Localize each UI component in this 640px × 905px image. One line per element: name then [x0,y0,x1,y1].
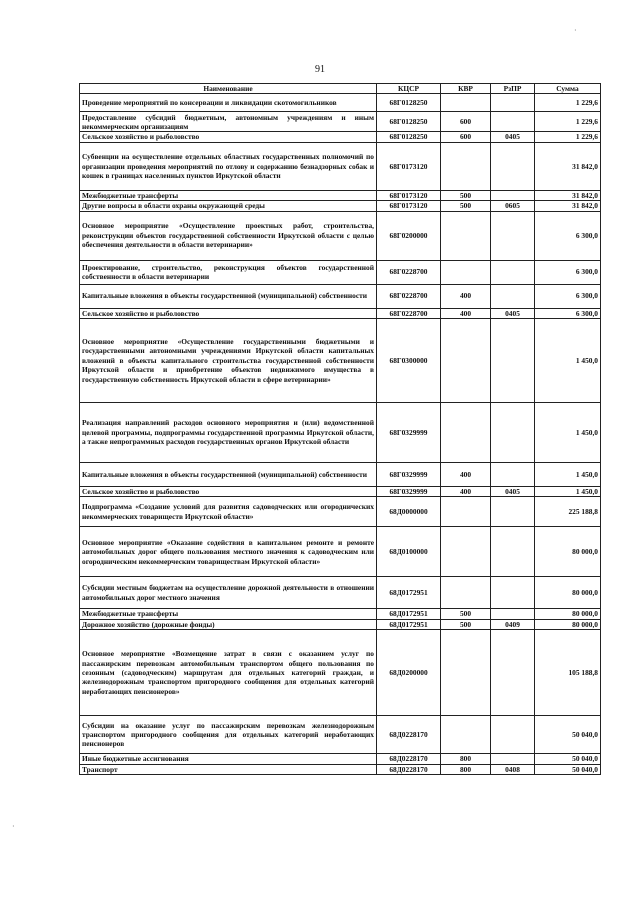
table-row [80,764,601,774]
cell-name: Проведение мероприятий по консервации и ликвидации скотомогильников [80,94,377,112]
cell-rzpr [491,211,535,260]
cell-code: 68Г0228700 [377,260,441,284]
table-row [80,754,601,764]
cell-kvr: 600 [441,112,491,132]
cell-rzpr [491,112,535,132]
cell-sum: 6 300,0 [535,308,601,318]
cell-code: 68Г0128250 [377,132,441,142]
cell-sum: 31 842,0 [535,201,601,211]
cell-code: 68Д0172951 [377,619,441,629]
cell-rzpr [491,260,535,284]
cell-kvr: 800 [441,754,491,764]
cell-sum: 31 842,0 [535,190,601,200]
cell-rzpr: 0405 [491,308,535,318]
header-row [80,84,601,94]
table-row [80,142,601,190]
cell-name: Проектирование, строительство, реконструкция объектов государственной собственности в области ветеринарии [80,260,377,284]
cell-code: 68Д0172951 [377,609,441,619]
cell-kvr: 400 [441,486,491,496]
cell-code: 68Г0173120 [377,142,441,190]
cell-rzpr [491,190,535,200]
cell-code: 68Д0228170 [377,716,441,754]
header-kvr: КВР [441,84,491,94]
cell-rzpr [491,754,535,764]
cell-kvr: 400 [441,308,491,318]
cell-kvr [441,402,491,462]
cell-kvr [441,497,491,527]
header-rzpr: РзПР [491,84,535,94]
cell-name: Основное мероприятие «Оказание содействия в капитальном ремонте и ремонте автомобильных дорог общего пользования местного значения к садоводческим или огородническим некоммерческим товариществам Иркутской области» [80,527,377,577]
cell-kvr: 500 [441,190,491,200]
cell-sum: 31 842,0 [535,142,601,190]
cell-rzpr: 0405 [491,486,535,496]
cell-sum: 105 188,8 [535,630,601,716]
cell-rzpr [491,497,535,527]
cell-sum: 1 450,0 [535,402,601,462]
cell-sum: 1 229,6 [535,132,601,142]
cell-code: 68Г0329999 [377,402,441,462]
cell-name: Основное мероприятие «Осуществление проектных работ, строительства, реконструкции объектов государственной собственности Иркутской области с целью обеспечения деятельности в области ветеринарии» [80,211,377,260]
cell-rzpr: 0409 [491,619,535,629]
cell-kvr: 800 [441,764,491,774]
cell-sum: 80 000,0 [535,619,601,629]
cell-kvr: 500 [441,201,491,211]
cell-sum: 225 188,8 [535,497,601,527]
cell-name: Субсидии на оказание услуг по пассажирским перевозкам железнодорожным транспортом пригородного сообщения для отдельных категорий неработающих пенсионеров [80,716,377,754]
cell-sum: 50 040,0 [535,716,601,754]
cell-name: Субвенции на осуществление отдельных областных государственных полномочий по организации проведения мероприятий по отлову и содержанию безнадзорных собак и кошек в границах населенных пунктов Иркутской области [80,142,377,190]
cell-kvr [441,630,491,716]
header-code: КЦСР [377,84,441,94]
cell-rzpr [491,142,535,190]
table-row [80,201,601,211]
cell-rzpr [491,609,535,619]
header-name: Наименование [80,84,377,94]
table-row [80,318,601,402]
table-row [80,260,601,284]
cell-rzpr: 0408 [491,764,535,774]
cell-sum: 80 000,0 [535,577,601,609]
table-row [80,402,601,462]
cell-kvr [441,260,491,284]
cell-code: 68Д0200000 [377,630,441,716]
cell-name: Сельское хозяйство и рыболовство [80,308,377,318]
cell-kvr [441,94,491,112]
cell-rzpr [491,462,535,486]
cell-name: Субсидии местным бюджетам на осуществление дорожной деятельности в отношении автомобильных дорог местного значения [80,577,377,609]
cell-kvr [441,318,491,402]
cell-code: 68Д0228170 [377,754,441,764]
cell-name: Основное мероприятие «Осуществление государственными бюджетными и государственными автономными учреждениями Иркутской области капитальных вложений в объекты капитального строительства государственной собственности Иркутской области и приобретение объектов недвижимого имущества в государственную собственность Иркутской области в сфере ветеринарии» [80,318,377,402]
cell-sum: 6 300,0 [535,260,601,284]
cell-name: Иные бюджетные ассигнования [80,754,377,764]
table-row [80,132,601,142]
cell-sum: 1 450,0 [535,462,601,486]
cell-rzpr [491,402,535,462]
cell-name: Сельское хозяйство и рыболовство [80,132,377,142]
cell-rzpr: 0405 [491,132,535,142]
table-row [80,486,601,496]
table-row [80,211,601,260]
cell-kvr: 400 [441,462,491,486]
cell-kvr [441,716,491,754]
cell-sum: 6 300,0 [535,284,601,308]
cell-kvr: 600 [441,132,491,142]
cell-code: 68Г0173120 [377,190,441,200]
cell-sum: 80 000,0 [535,527,601,577]
cell-name: Предоставление субсидий бюджетным, автономным учреждениям и иным некоммерческим организациям [80,112,377,132]
cell-code: 68Г0128250 [377,94,441,112]
cell-name: Дорожное хозяйство (дорожные фонды) [80,619,377,629]
cell-name: Сельское хозяйство и рыболовство [80,486,377,496]
cell-code: 68Д0100000 [377,527,441,577]
cell-name: Другие вопросы в области охраны окружающей среды [80,201,377,211]
cell-sum: 50 040,0 [535,754,601,764]
table-row [80,619,601,629]
cell-code: 68Г0228700 [377,284,441,308]
cell-sum: 6 300,0 [535,211,601,260]
cell-code: 68Г0173120 [377,201,441,211]
cell-code: 68Д0172951 [377,577,441,609]
cell-sum: 80 000,0 [535,609,601,619]
table-row [80,462,601,486]
header-sum: Сумма [535,84,601,94]
cell-name: Подпрограмма «Создание условий для развития садоводческих или огороднических некоммерческих товариществ Иркутской области» [80,497,377,527]
cell-kvr [441,527,491,577]
cell-code: 68Д0000000 [377,497,441,527]
cell-kvr [441,142,491,190]
cell-sum: 1 229,6 [535,94,601,112]
table-row [80,497,601,527]
cell-sum: 1 450,0 [535,486,601,496]
cell-code: 68Д0228170 [377,764,441,774]
cell-rzpr [491,284,535,308]
cell-sum: 50 040,0 [535,764,601,774]
cell-kvr: 500 [441,609,491,619]
cell-kvr [441,211,491,260]
cell-rzpr [491,577,535,609]
table-row [80,527,601,577]
cell-kvr: 500 [441,619,491,629]
table-row [80,630,601,716]
cell-rzpr [491,318,535,402]
cell-name: Межбюджетные трансферты [80,190,377,200]
cell-code: 68Г0228700 [377,308,441,318]
table-row [80,609,601,619]
cell-name: Капитальные вложения в объекты государственной (муниципальной) собственности [80,462,377,486]
table-row [80,190,601,200]
cell-name: Основное мероприятие «Возмещение затрат в связи с оказанием услуг по пассажирским перевозкам автомобильным транспортом общего пользования по сезонным (садоводческим) маршрутам для отдельных категорий граждан, и железнодорожным транспортом пригородного сообщения для отдельных категорий неработающих пенсионеров» [80,630,377,716]
budget-table [79,83,601,775]
cell-rzpr [491,630,535,716]
scan-speck: · [12,822,15,831]
cell-rzpr [491,716,535,754]
cell-code: 68Г0329999 [377,462,441,486]
cell-name: Капитальные вложения в объекты государственной (муниципальной) собственности [80,284,377,308]
cell-rzpr [491,527,535,577]
table-row [80,112,601,132]
cell-kvr [441,577,491,609]
cell-rzpr: 0605 [491,201,535,211]
cell-name: Транспорт [80,764,377,774]
table-row [80,308,601,318]
cell-code: 68Г0128250 [377,112,441,132]
cell-code: 68Г0300000 [377,318,441,402]
table-row [80,577,601,609]
cell-sum: 1 229,6 [535,112,601,132]
table-row [80,94,601,112]
cell-sum: 1 450,0 [535,318,601,402]
page-number: 91 [315,64,325,75]
cell-kvr: 400 [441,284,491,308]
cell-name: Межбюджетные трансферты [80,609,377,619]
cell-name: Реализация направлений расходов основного мероприятия и (или) ведомственной целевой программы, подпрограммы государственной программы Иркутской области, а также непрограммных расходов государственных органов Иркутской области [80,402,377,462]
table-row [80,716,601,754]
cell-code: 68Г0329999 [377,486,441,496]
table-row [80,284,601,308]
scan-speck: · [574,26,577,35]
cell-rzpr [491,94,535,112]
cell-code: 68Г0200000 [377,211,441,260]
